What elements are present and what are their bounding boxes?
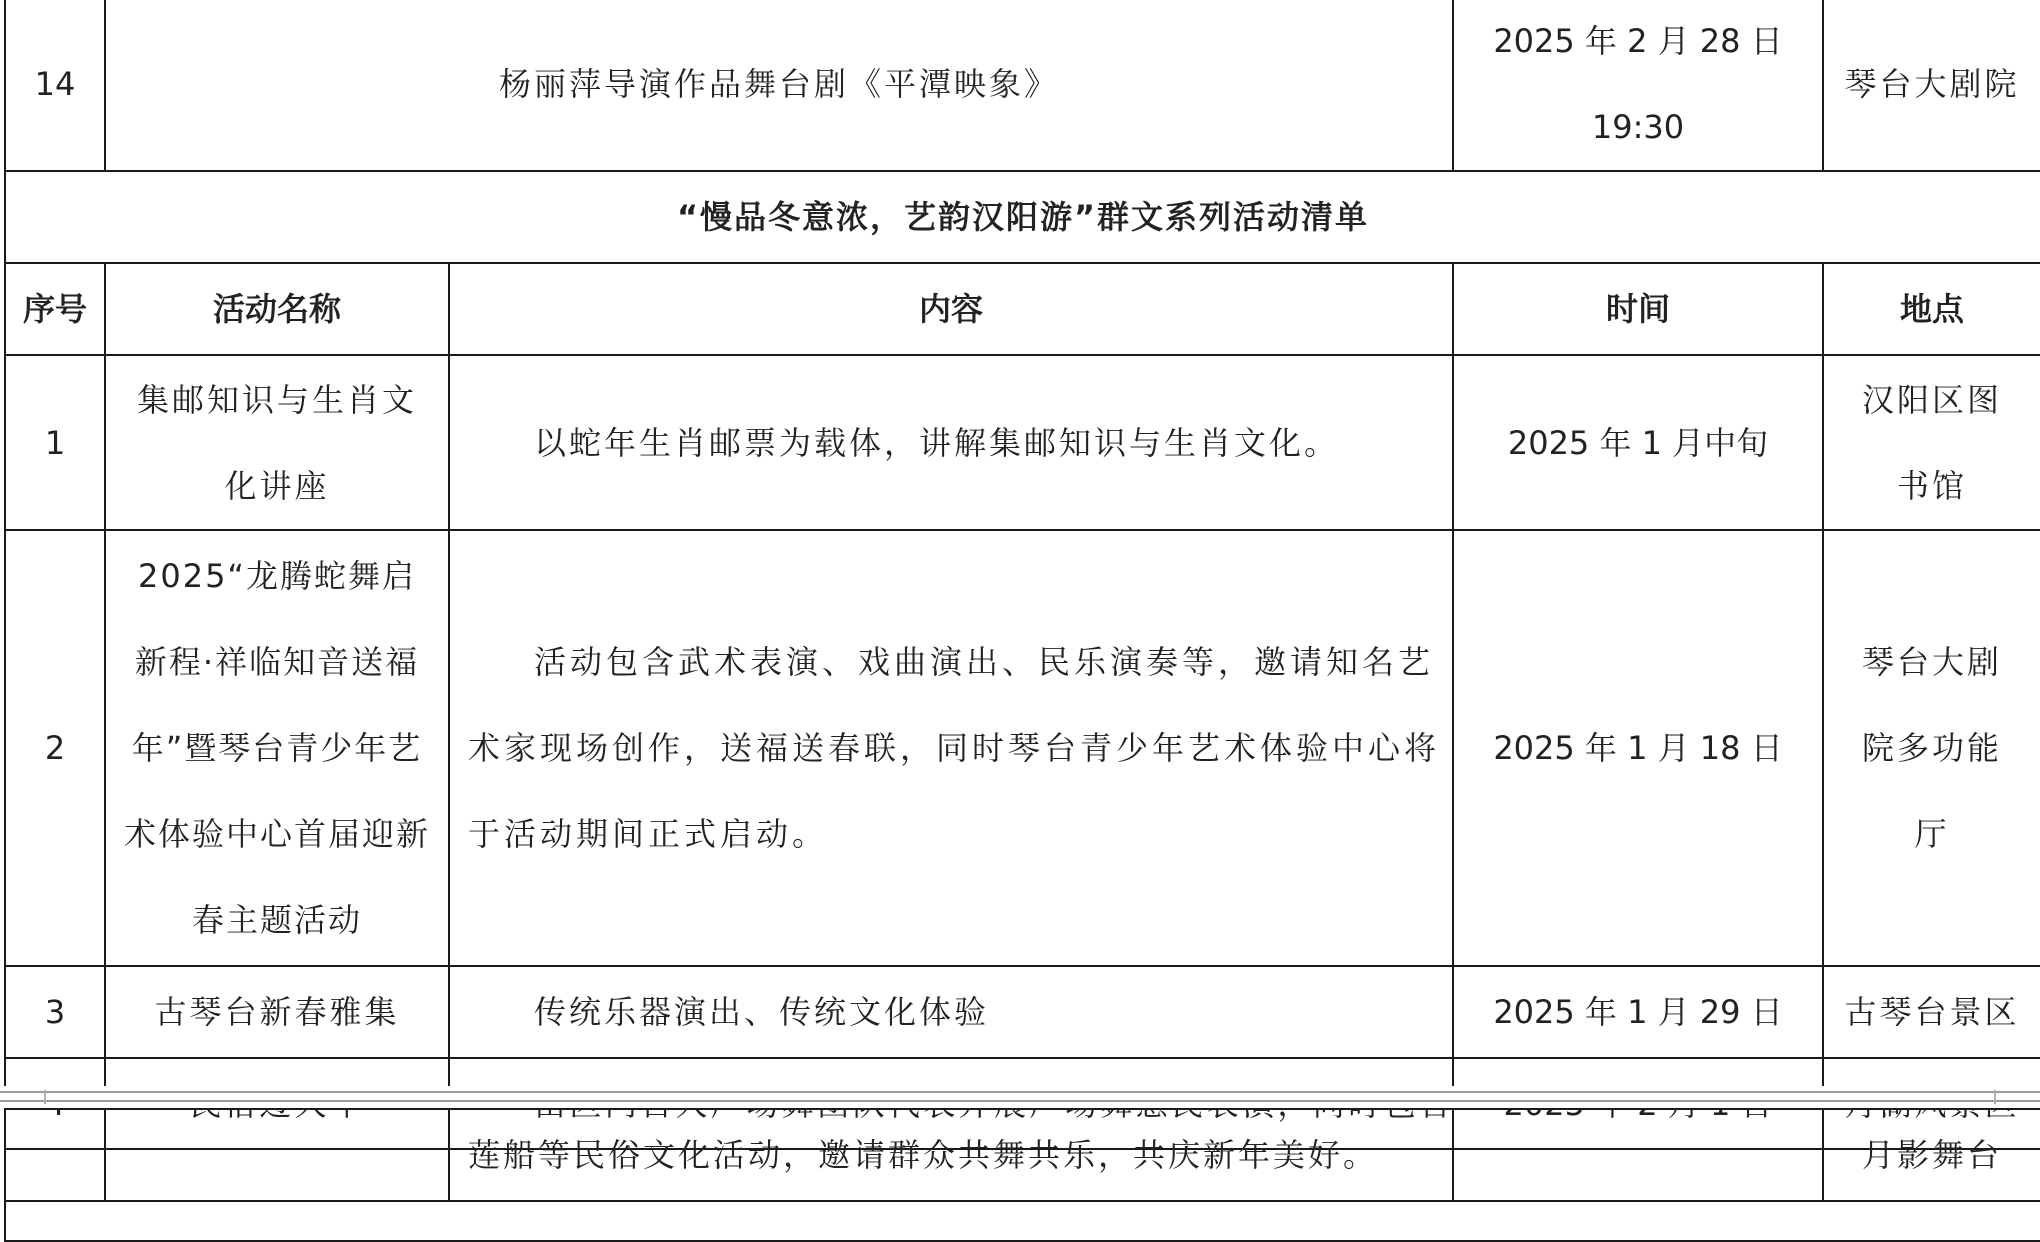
page-break-tick [44, 1090, 46, 1104]
header-row [5, 263, 2040, 355]
row-name: 杨丽萍导演作品舞台剧《平潭映象》 [105, 0, 1453, 171]
header-time: 时间 [1453, 263, 1823, 355]
row-content: 以蛇年生肖邮票为载体，讲解集邮知识与生肖文化。 [449, 355, 1453, 530]
row-no-empty [5, 1109, 105, 1201]
section-title: “慢品冬意浓，艺韵汉阳游”群文系列活动清单 [5, 171, 2040, 263]
page-break [0, 1086, 2040, 1108]
row-no: 1 [5, 355, 105, 530]
row-content: 传统乐器演出、传统文化体验 [449, 966, 1453, 1058]
header-no: 序号 [5, 263, 105, 355]
row-time: 2025 年 1 月 29 日 [1453, 966, 1823, 1058]
row-content: 莲船等民俗文化活动，邀请群众共舞共乐，共庆新年美好。 [449, 1109, 1453, 1201]
row-time: 2025 年 1 月 18 日 [1453, 530, 1823, 966]
page-break-tick [1994, 1090, 1996, 1104]
row-name: 古琴台新春雅集 [105, 966, 449, 1058]
table-row [5, 966, 2040, 1058]
row-name-empty [105, 1109, 449, 1201]
table-row [5, 355, 2040, 530]
activity-table [4, 0, 2040, 1150]
page-break-line [0, 1091, 2040, 1093]
table-row-cut [5, 1201, 2040, 1241]
header-content: 内容 [449, 263, 1453, 355]
row-name: 2025“龙腾蛇舞启新程·祥临知音送福年”暨琴台青少年艺术体验中心首届迎新春主题活动 [105, 530, 449, 966]
row-time: 2025 年 2 月 28 日 19:30 [1453, 0, 1823, 171]
row-time: 2025 年 1 月中旬 [1453, 355, 1823, 530]
row-no: 2 [5, 530, 105, 966]
row-no: 3 [5, 966, 105, 1058]
row-content: 活动包含武术表演、戏曲演出、民乐演奏等，邀请知名艺术家现场创作，送福送春联，同时琴台青少年艺术体验中心将于活动期间正式启动。 [449, 530, 1453, 966]
section-title-row [5, 171, 2040, 263]
header-name: 活动名称 [105, 263, 449, 355]
row-place: 月影舞台 [1823, 1109, 2040, 1201]
row-name: 集邮知识与生肖文化讲座 [105, 355, 449, 530]
table-row-14 [5, 0, 2040, 171]
row-place: 琴台大剧院 [1823, 0, 2040, 171]
continuation-table [4, 1108, 2040, 1242]
row-place: 古琴台景区 [1823, 966, 2040, 1058]
cut-off-row [5, 1201, 2040, 1241]
table-row-continued [5, 1109, 2040, 1201]
row-no: 14 [5, 0, 105, 171]
row-time-empty [1453, 1109, 1823, 1201]
table-row [5, 530, 2040, 966]
row-place: 琴台大剧院多功能厅 [1823, 530, 2040, 966]
row-place: 汉阳区图书馆 [1823, 355, 2040, 530]
page-break-line [0, 1100, 2040, 1102]
header-place: 地点 [1823, 263, 2040, 355]
